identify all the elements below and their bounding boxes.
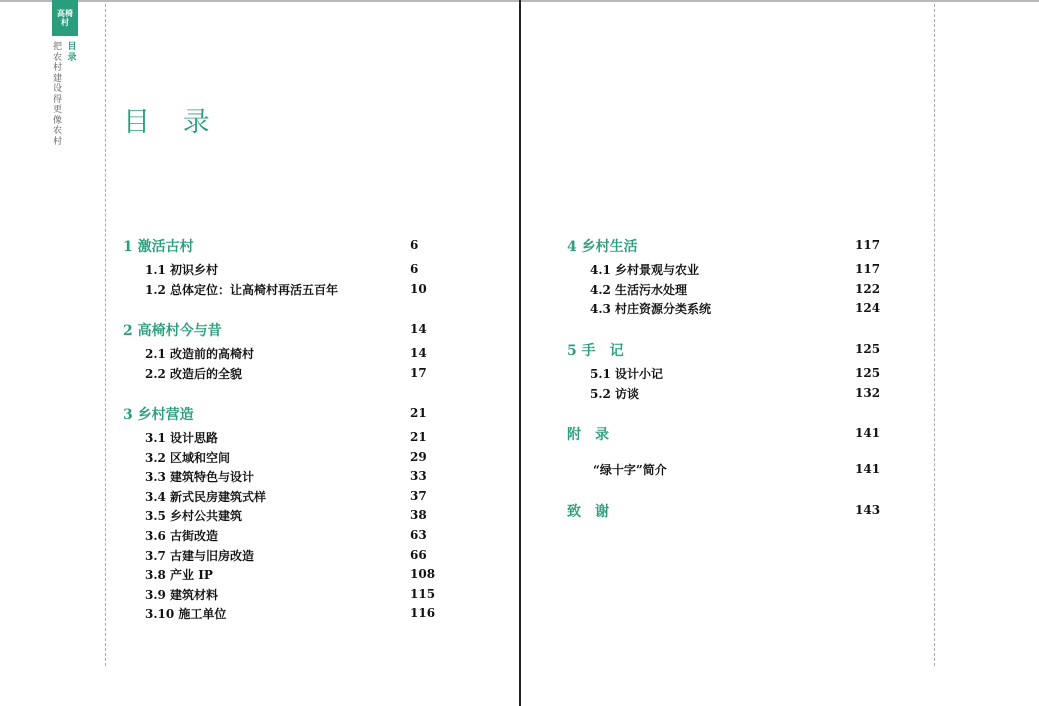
toc-entry-page: 10 xyxy=(410,281,427,296)
toc-entry-page: 132 xyxy=(855,385,881,400)
toc-section[interactable]: 附 录 xyxy=(567,427,609,443)
toc-section[interactable]: 3 乡村营造 xyxy=(123,407,194,423)
book-spine xyxy=(519,0,521,706)
toc-entry-page: 108 xyxy=(410,567,436,582)
page-title: 目 录 xyxy=(123,107,222,138)
toc-entry[interactable]: 3.6 古街改造 xyxy=(145,529,219,543)
toc-entry-page: 122 xyxy=(855,281,881,296)
toc-entry-page: 125 xyxy=(855,366,881,380)
toc-entry[interactable]: 3.4 新式民房建筑式样 xyxy=(145,489,267,504)
toc-entry-page: 141 xyxy=(855,462,881,476)
toc-entry-page: 38 xyxy=(410,508,427,523)
toc-entry[interactable]: 3.9 建筑材料 xyxy=(145,587,219,602)
toc-entry[interactable]: 2.2 改造后的全貌 xyxy=(145,366,243,381)
toc-entry[interactable]: 4.1 乡村景观与农业 xyxy=(590,263,700,277)
toc-entry-page: 33 xyxy=(410,469,427,484)
toc-section-page: 117 xyxy=(855,238,881,252)
right-margin-guide xyxy=(934,4,935,666)
toc-entry-page: 29 xyxy=(410,449,427,464)
toc-entry-page: 63 xyxy=(410,528,427,542)
toc-entry[interactable]: 1.2 总体定位：让高椅村再活五百年 xyxy=(145,282,339,297)
toc-section-page: 6 xyxy=(410,238,419,252)
toc-entry-page: 115 xyxy=(410,586,436,601)
toc-entry[interactable]: “绿十字”简介 xyxy=(593,463,667,477)
toc-section[interactable]: 2 高椅村今与昔 xyxy=(123,323,222,339)
toc-entry-page: 117 xyxy=(855,262,881,276)
toc-section-page: 21 xyxy=(410,406,427,420)
toc-entry[interactable]: 4.3 村庄资源分类系统 xyxy=(590,302,712,317)
toc-section[interactable]: 致 谢 xyxy=(567,504,609,520)
toc-entry-page: 21 xyxy=(410,430,427,444)
toc-entry[interactable]: 2.1 改造前的高椅村 xyxy=(145,347,255,361)
toc-section[interactable]: 5 手 记 xyxy=(567,343,624,359)
toc-entry[interactable]: 3.3 建筑特色与设计 xyxy=(145,470,255,485)
toc-entry-page: 37 xyxy=(410,488,427,503)
toc-entry[interactable]: 3.2 区域和空间 xyxy=(145,450,231,465)
toc-entry[interactable]: 3.5 乡村公共建筑 xyxy=(145,509,243,524)
toc-entry[interactable]: 3.1 设计思路 xyxy=(145,431,219,445)
toc-entry-page: 116 xyxy=(410,606,436,621)
toc-entry-page: 66 xyxy=(410,547,427,562)
toc-section-page: 143 xyxy=(855,503,881,517)
toc-entry-page: 17 xyxy=(410,365,427,380)
toc-entry-page: 14 xyxy=(410,346,427,360)
book-title: 把农村建设得更像农村 xyxy=(52,42,62,147)
toc-entry-page: 124 xyxy=(855,301,881,316)
toc-entry[interactable]: 4.2 生活污水处理 xyxy=(590,282,688,297)
toc-section[interactable]: 1 激活古村 xyxy=(123,239,194,255)
toc-entry[interactable]: 5.1 设计小记 xyxy=(590,367,664,381)
toc-entry[interactable]: 1.1 初识乡村 xyxy=(145,263,219,277)
toc-entry[interactable]: 3.8 产业 IP xyxy=(145,568,213,583)
toc-section-page: 14 xyxy=(410,322,427,336)
toc-entry[interactable]: 3.10 施工单位 xyxy=(145,607,227,622)
toc-section-page: 141 xyxy=(855,426,881,440)
side-label: 目录 xyxy=(67,42,77,63)
toc-section-page: 125 xyxy=(855,342,881,356)
toc-entry-page: 6 xyxy=(410,262,419,276)
toc-entry[interactable]: 5.2 访谈 xyxy=(590,386,640,401)
side-tab: 高椅村 xyxy=(52,0,78,36)
toc-entry[interactable]: 3.7 古建与旧房改造 xyxy=(145,548,255,563)
toc-section[interactable]: 4 乡村生活 xyxy=(567,239,638,255)
left-margin-guide xyxy=(105,4,106,666)
